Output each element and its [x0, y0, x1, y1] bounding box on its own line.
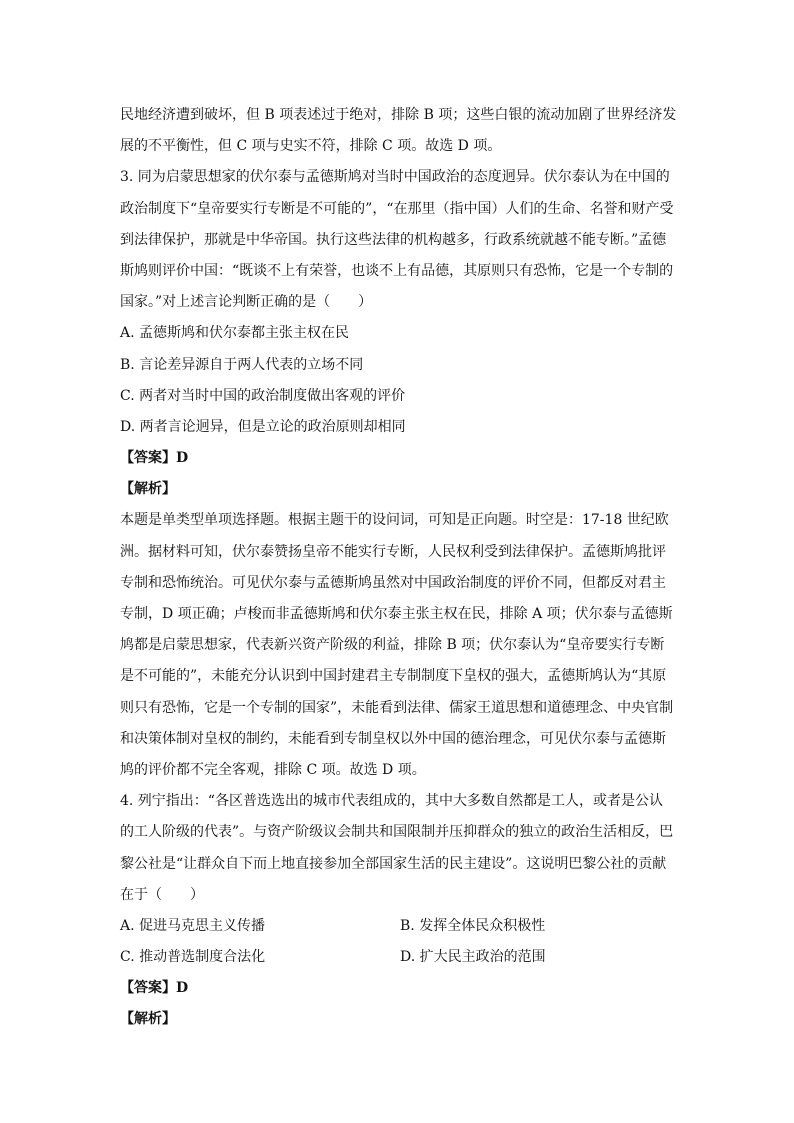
- question-4-stem-line: 的工人阶级的代表”。与资产阶级议会制共和国限制并压抑群众的独立的政治生活相反，巴: [120, 824, 674, 841]
- prev-answer-line: 展的不平衡性，但 C 项与史实不符，排除 C 项。故选 D 项。: [120, 138, 502, 155]
- page-content: [120, 100, 680, 1036]
- question-3-stem-line: 3. 同为启蒙思想家的伏尔泰与孟德斯鸠对当时中国政治的态度迥异。伏尔泰认为在中国的: [120, 169, 670, 186]
- question-3-analysis-line: 鸠的评价都不完全客观，排除 C 项。故选 D 项。: [120, 761, 426, 778]
- question-3-analysis-line: 本题是单类型单项选择题。根据主题干的设问词，可知是正向题。时空是：17-18 世纪欧: [120, 512, 669, 529]
- question-3-analysis-line: 鸠都是启蒙思想家，代表新兴资产阶级的利益，排除 B 项；伏尔泰认为“皇帝要实行专断: [120, 637, 665, 654]
- question-3-analysis-line: 是不可能的”，未能充分认识到中国封建君主专制制度下皇权的强大，孟德斯鸠认为“其原: [120, 668, 667, 685]
- question-4-option-c: C. 推动普选制度合法化: [120, 949, 266, 966]
- question-4-option-d: D. 扩大民主政治的范围: [400, 949, 546, 966]
- question-3-option-d: D. 两者言论迥异，但是立论的政治原则却相同: [120, 418, 406, 435]
- question-3-analysis-line: 和决策体制对皇权的制约，未能看到专制皇权以外中国的德治理念，可见伏尔泰与孟德斯: [120, 730, 666, 747]
- question-3-stem-line: 政治制度下“皇帝要实行专断是不可能的”，“在那里（指中国）人们的生命、名誉和财产受: [120, 200, 674, 217]
- prev-answer-line: 民地经济遭到破坏，但 B 项表述过于绝对，排除 B 项；这些白银的流动加剧了世界经济发: [120, 107, 677, 123]
- question-3-analysis-line: 洲。据材料可知，伏尔泰赞扬皇帝不能实行专断，人民权利受到法律保护。孟德斯鸠批评: [120, 543, 666, 560]
- question-3-option-b: B. 言论差异源自于两人代表的立场不同: [120, 356, 364, 373]
- question-3-analysis-line: 则只有恐怖，它是一个专制的国家”，未能看到法律、儒家王道思想和道德理念、中央官制: [120, 699, 674, 716]
- question-4-options-row: [120, 942, 680, 973]
- question-3-stem-line: 斯鸠则评价中国：“既谈不上有荣誉，也谈不上有品德，其原则只有恐怖，它是一个专制的: [120, 262, 674, 279]
- question-4-option-a: A. 促进马克思主义传播: [120, 917, 266, 934]
- question-3-stem-line: 国家。”对上述言论判断正确的是（ ）: [120, 294, 373, 311]
- question-3-option-c: C. 两者对当时中国的政治制度做出客观的评价: [120, 387, 406, 404]
- question-3-analysis-line: 专制，D 项正确；卢梭而非孟德斯鸠和伏尔泰主张主权在民，排除 A 项；伏尔泰与孟德斯: [120, 606, 673, 622]
- question-3-analysis-label: 【解析】: [120, 481, 176, 498]
- question-3-analysis-line: 专制和恐怖统治。可见伏尔泰与孟德斯鸠虽然对中国政治制度的评价不同，但都反对君主: [120, 574, 666, 591]
- question-4-answer: 【答案】D: [120, 980, 189, 997]
- question-4-stem-line: 黎公社是“让群众自下而上地直接参加全部国家生活的民主建设”。这说明巴黎公社的贡献: [120, 855, 667, 872]
- question-4-stem-line: 4. 列宁指出：“各区普选选出的城市代表组成的，其中大多数自然都是工人，或者是公认: [120, 793, 663, 810]
- question-4-analysis-label: 【解析】: [120, 1011, 176, 1028]
- question-4-option-b: B. 发挥全体民众积极性: [400, 917, 546, 934]
- question-3-answer: 【答案】D: [120, 450, 189, 467]
- question-4-stem-line: 在于（ ）: [120, 886, 204, 903]
- question-4-options-row: [120, 911, 680, 942]
- question-3-stem-line: 到法律保护，那就是中华帝国。执行这些法律的机构越多，行政系统就越不能专断。”孟德: [120, 231, 667, 248]
- question-3-option-a: A. 孟德斯鸠和伏尔泰都主张主权在民: [120, 325, 350, 342]
